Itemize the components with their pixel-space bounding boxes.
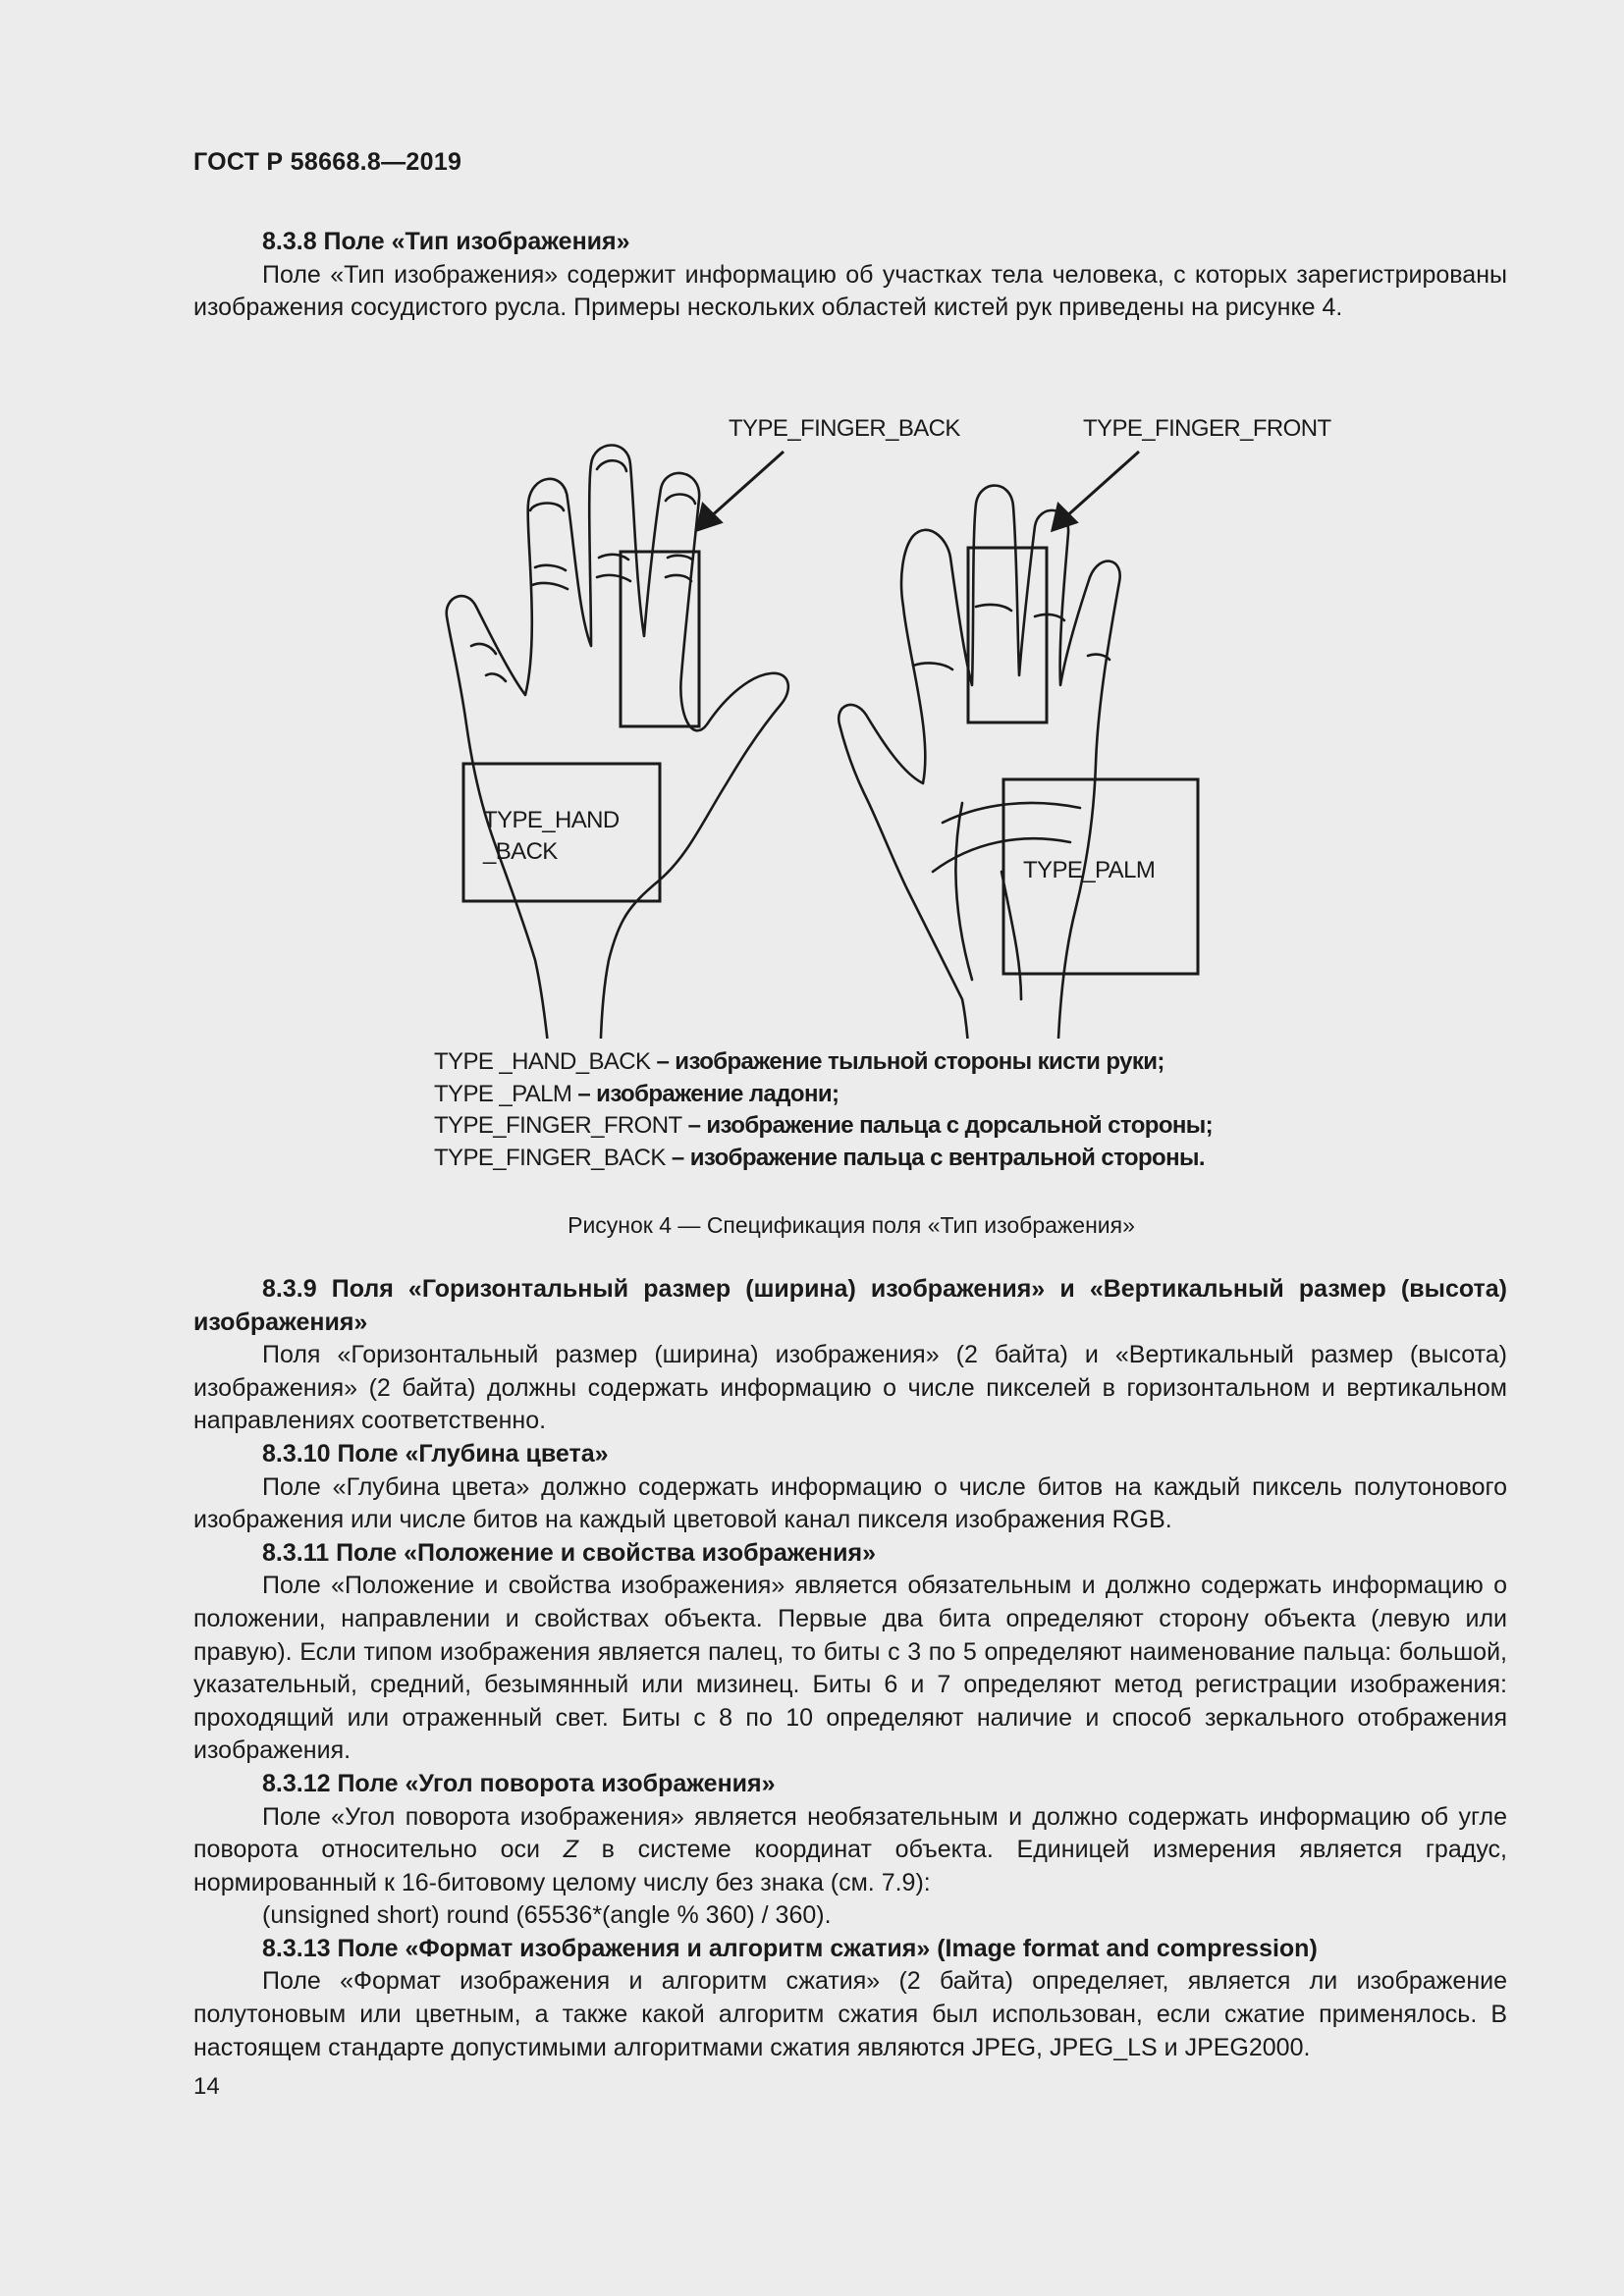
figure-legend: [434, 1046, 1213, 1174]
section-heading: 8.3.11 Поле «Положение и свойства изображения»: [262, 1538, 876, 1567]
legend-key: TYPE_FINGER_FRONT: [434, 1112, 682, 1139]
arrowhead-finger-front: [1053, 505, 1076, 530]
legend-key: TYPE_FINGER_BACK: [434, 1144, 666, 1171]
legend-item: [434, 1079, 1213, 1111]
right-hand-outline: [839, 486, 1119, 1039]
section-heading: 8.3.13 Поле «Формат изображения и алгоритм сжатия» (Image format and compression): [262, 1934, 1318, 1962]
left-hand-details: [471, 460, 695, 681]
document-header: ГОСТ Р 58668.8—2019: [193, 148, 462, 176]
legend-item: [434, 1110, 1213, 1143]
legend-key: TYPE _PALM: [434, 1080, 572, 1107]
legend-desc: – изображение тыльной стороны кисти руки;: [650, 1048, 1164, 1075]
label-finger-front: TYPE_FINGER_FRONT: [1083, 415, 1331, 442]
arrow-finger-back: [709, 452, 784, 518]
section-heading: 8.3.10 Поле «Глубина цвета»: [262, 1439, 609, 1468]
page-number: 14: [193, 2073, 220, 2100]
text-part: в системе координат объекта. Единицей измерения является градус, нормированный к 16-битовому целому числу без знака (см. 7.9):: [193, 1836, 1507, 1896]
arrowhead-finger-back: [697, 505, 721, 530]
hands-illustration: [412, 410, 1276, 1039]
legend-key: TYPE _HAND_BACK: [434, 1048, 651, 1075]
section-text: Поле «Формат изображения и алгоритм сжатия» (2 байта) определяет, является ли изображение полутоновым или цветным, а также какой алгоритм сжатия был использован, если сжатие применялось. В настоящем стандарте допустимыми алгоритмами сжатия являются JPEG, JPEG_LS и JPEG2000.: [193, 1967, 1507, 2061]
legend-item: [434, 1046, 1213, 1079]
section-text: Поле «Глубина цвета» должно содержать информацию о числе битов на каждый пиксель полутонового изображения или числе битов на каждый цветовой канал пикселя изображения RGB.: [193, 1472, 1507, 1534]
text-part: Поле «Угол поворота изображения» является необязательным и должно содержать информацию об угле поворота относительно оси: [193, 1802, 1507, 1864]
section-text: Поле «Положение и свойства изображения» является обязательным и должно содержать информацию о положении, направлении и свойствах объекта. Первые два бита определяют сторону объекта (левую или правую). Если типом изображения является палец, то биты с 3 по 5 определяют наименование пальца: большой, указательный, средний, безымянный или мизинец. Биты 6 и 7 определяют метод регистрации изображения: проходящий или отраженный свет. Биты с 8 по 10 определяют наличие и способ зеркального отображения изображения.: [193, 1572, 1507, 1765]
label-palm: TYPE_PALM: [1023, 857, 1156, 883]
section-text: [193, 1801, 1507, 1900]
arrow-finger-front: [1064, 452, 1139, 518]
legend-desc: – изображение пальца с дорсальной стороны;: [681, 1112, 1214, 1139]
box-finger-front: [968, 548, 1047, 722]
label-hand-back-1: TYPE_HAND: [483, 807, 620, 833]
left-hand-outline: [447, 445, 788, 1039]
figure-caption: Рисунок 4 — Спецификация поля «Тип изображения»: [568, 1212, 1135, 1238]
sections-8-3-9-to-13: [193, 1273, 1507, 2064]
label-finger-back: TYPE_FINGER_BACK: [729, 415, 960, 442]
section-text: Поле «Тип изображения» содержит информацию об участках тела человека, с которых зарегистрированы изображения сосудистого русла. Примеры нескольких областей кистей рук приведены на рисунке 4.: [193, 260, 1507, 322]
axis-z: Z: [563, 1836, 578, 1864]
section-heading: 8.3.12 Поле «Угол поворота изображения»: [262, 1769, 776, 1797]
legend-desc: – изображение ладони;: [571, 1080, 839, 1107]
section-heading: 8.3.8 Поле «Тип изображения»: [262, 228, 630, 255]
section-8-3-8: [193, 226, 1507, 325]
label-hand-back-2: _BACK: [483, 838, 558, 865]
legend-desc: – изображение пальца с вентральной стороны.: [665, 1144, 1205, 1171]
formula: (unsigned short) round (65536*(angle % 360) / 360).: [262, 1901, 832, 1930]
section-text: Поля «Горизонтальный размер (ширина) изображения» (2 байта) и «Вертикальный размер (высота) изображения» (2 байта) должны содержать информацию о числе пикселей в горизонтальном и вертикальном направлениях соответственно.: [193, 1341, 1507, 1435]
legend-item: [434, 1143, 1213, 1175]
section-heading: 8.3.9 Поля «Горизонтальный размер (ширина) изображения» и «Вертикальный размер (высота) изображения»: [193, 1275, 1507, 1336]
